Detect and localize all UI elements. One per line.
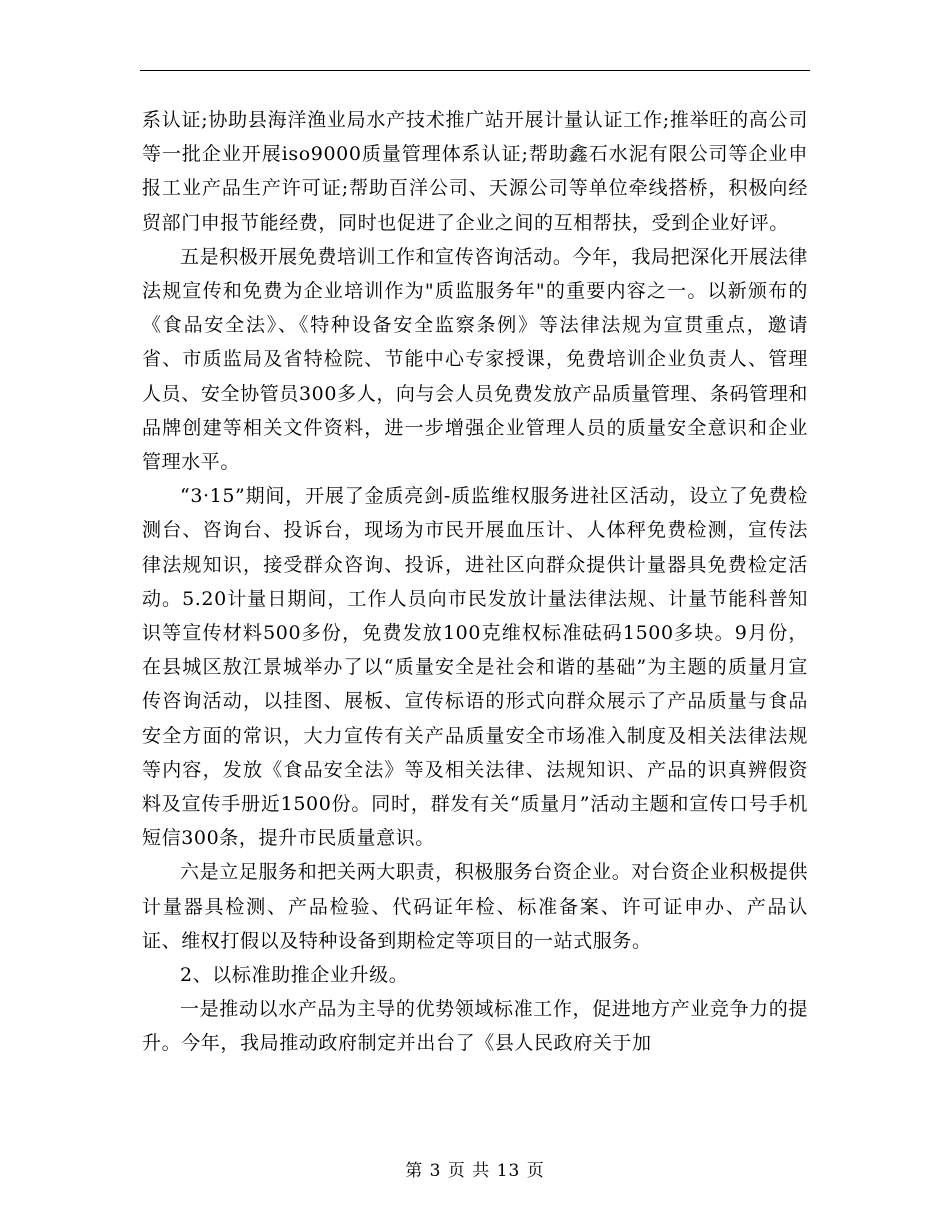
header-rule: [140, 70, 810, 71]
document-body: [142, 103, 808, 1061]
paragraph-3: “3·15”期间，开展了金质亮剑-质监维权服务进社区活动，设立了免费检测台、咨询台、投诉台，现场为市民开展血压计、人体秤免费检测，宣传法律法规知识，接受群众咨询、投诉，进社区向群众提供计量器具免费检定活动。5.20计量日期间，工作人员向市民发放计量法律法规、计量节能科普知识等宣传材料500多份，免费发放100克维权标准砝码1500多块。9月份，在县城区敖江景城举办了以“质量安全是社会和谐的基础”为主题的质量月宣传咨询活动，以挂图、展板、宣传标语的形式向群众展示了产品质量与食品安全方面的常识，大力宣传有关产品质量安全市场准入制度及相关法律法规等内容，发放《食品安全法》等及相关法律、法规知识、产品的识真辨假资料及宣传手册近1500份。同时，群发有关“质量月”活动主题和宣传口号手机短信300条，提升市民质量意识。: [142, 485, 808, 850]
paragraph-1: 系认证;协助县海洋渔业局水产技术推广站开展计量认证工作;推举旺的高公司等一批企业开展iso9000质量管理体系认证;帮助鑫石水泥有限公司等企业申报工业产品生产许可证;帮助百洋公司、天源公司等单位牵线搭桥，积极向经贸部门申报节能经费，同时也促进了企业之间的互相帮扶，受到企业好评。: [142, 109, 808, 234]
page-footer: 第 3 页 共 13 页: [405, 1161, 545, 1181]
paragraph-2: 五是积极开展免费培训工作和宣传咨询活动。今年，我局把深化开展法律法规宣传和免费为企业培训作为"质监服务年"的重要内容之一。以新颁布的《食品安全法》、《特种设备安全监察条例》等法律法规为宣贯重点，邀请省、市质监局及省特检院、节能中心专家授课，免费培训企业负责人、管理人员、安全协管员300多人，向与会人员免费发放产品质量管理、条码管理和品牌创建等相关文件资料，进一步增强企业管理人员的质量安全意识和企业管理水平。: [142, 245, 808, 474]
paragraph-5-section-heading: 2、以标准助推企业升级。: [180, 964, 409, 987]
paragraph-4: 六是立足服务和把关两大职责，积极服务台资企业。对台资企业积极提供计量器具检测、产品检验、代码证年检、标准备案、许可证申办、产品认证、维权打假以及特种设备到期检定等项目的一站式服务。: [142, 861, 808, 952]
paragraph-6: 一是推动以水产品为主导的优势领域标准工作，促进地方产业竞争力的提升。今年，我局推动政府制定并出台了《县人民政府关于加: [142, 998, 808, 1055]
